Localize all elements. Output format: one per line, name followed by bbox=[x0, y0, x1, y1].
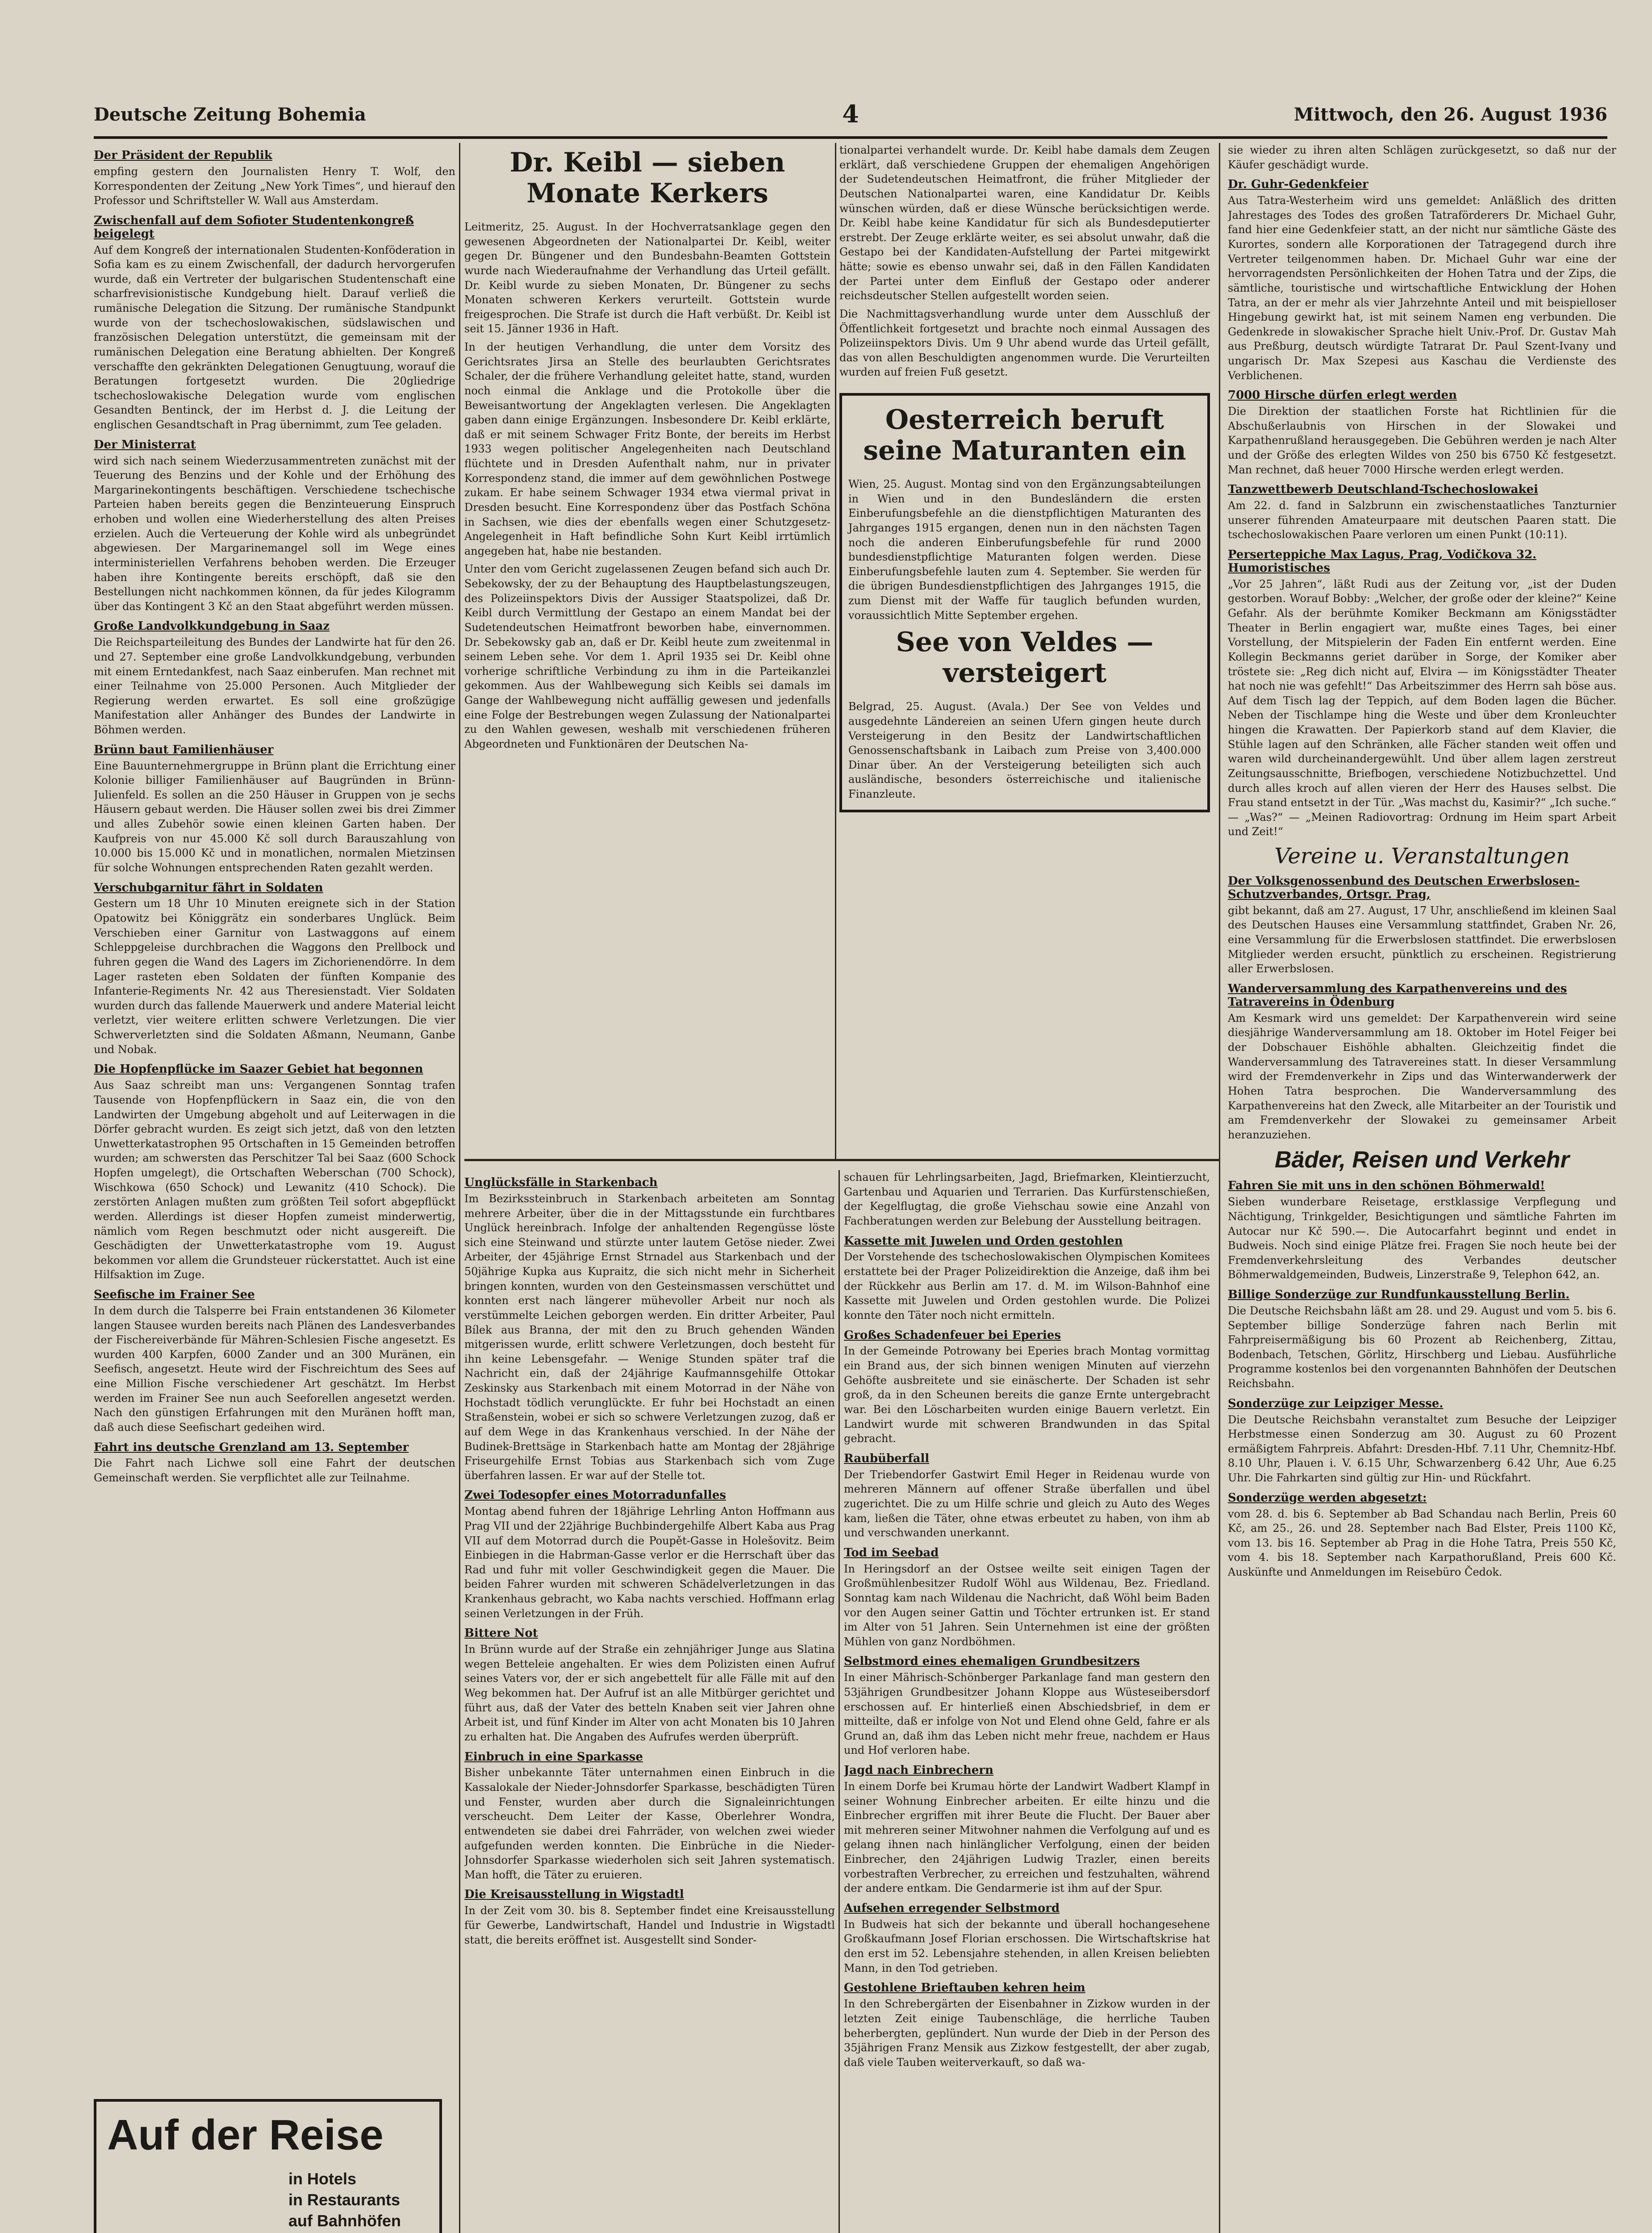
article-text: Die Deutsche Reichsbahn läßt am 28. und 29. August und vom 5. bis 6. September billige Sonderzüge fahren nach Berlin mit Fahrpreisermäßigung bis 60 Prozent ab Reichenberg, Zittau, Bodenbach, Tetschen, Görlitz, Hirschberg und Liebau. Ausführliche Programme kostenlos bei den vorgenannten Bahnhöfen der Deutschen Reichsbahn. bbox=[1228, 1304, 1616, 1390]
article-text: In dem durch die Talsperre bei Frain entstandenen 36 Kilometer langen Stausee wurden bereits nach Plänen des Landesverbandes der Fischereiverbände für Mähren-Schlesien Fische angesetzt. Es wurden 400 Karpfen, 6000 Zander und an 300 Muränen, ein Seefisch, angesetzt. Heute wird der Fischreichtum des Sees auf eine Million Fische verschiedener Art geschätzt. Im Herbst werden im Frainer See nun auch Seeforellen angesetzt werden. Nach den günstigen Erfahrungen mit den Muränen hofft man, daß auch diese Seefischart gedeihen wird. bbox=[94, 1304, 455, 1434]
article-heading: Aufsehen erregender Selbstmord bbox=[844, 1901, 1060, 1915]
article-heading: Billige Sonderzüge zur Rundfunkausstellung Berlin. bbox=[1228, 1288, 1570, 1302]
column-2-lower bbox=[464, 1170, 835, 2233]
article-text: Die Nachmittagsverhandlung wurde unter dem Ausschluß der Öffentlichkeit fortgesetzt und brachte noch einmal Aussagen des Polizeiinspektors Divis. Um 9 Uhr abend wurde das Urteil gefällt, das von allen Beschuldigten angenommen wurde. Die Verurteilten wurden auf freien Fuß gesetzt. bbox=[839, 307, 1210, 379]
article-heading: Perserteppiche Max Lagus, Prag, Vodičkova 32. Humoristisches bbox=[1228, 548, 1537, 575]
article-text: Die Deutsche Reichsbahn veranstaltet zum Besuche der Leipziger Herbstmesse einen Sonderzug am 30. August zu 60 Prozent ermäßigtem Fahrpreis. Abfahrt: Dresden-Hbf. 7.11 Uhr, Chemnitz-Hbf. 8.10 Uhr, Plauen i. V. 6.15 Uhr, Schwarzenberg 6.42 Uhr, Aue 6.25 Uhr. Die Fahrkarten sind gültig zur Hin- und Rückfahrt. bbox=[1228, 1413, 1616, 1484]
article-heading: Fahren Sie mit uns in den schönen Böhmerwald! bbox=[1228, 1179, 1545, 1193]
article-text: „Vor 25 Jahren“, läßt Rudi aus der Zeitung vor, „ist der Duden gestorben. Worauf Bobby: „Welcher, der große oder der kleine?“ Keine Gefahr. Als der berühmte Komiker Beckmann am Königsstädter Theater in Berlin engagiert war, mußte eines Tages, bei einer Vorstellung, der Mitspielerin der Faden Ein entfernt werden. Eine Kollegin Beckmanns geriet darüber in Sorge, der Komiker aber tröstete sie: „Reg dich nicht auf, Elvira — im Königsstädter Theater hat noch nie was gefehlt!“ Das Arbeitszimmer des Herrn sah böse aus. Auf dem Tisch lag der Teppich, auf dem Boden lagen die Bücher. Neben der Tischlampe hing die Weste und über dem Kronleuchter hingen die Krawatten. Der Papierkorb stand auf dem Klavier, die Stühle lagen auf den Schränken, alle Fächer standen weit offen und waren wild durcheinandergewühlt. Und über allem lagen zerstreut Zeitungsausschnitte, Briefbogen, verschiedene Notizbuchzettel. Und durch alles kroch auf allen vieren der Herr des Hauses selbst. Die Frau stand entsetzt in der Tür. „Was machst du, Kasimir?“ „Ich suche.“ — „Was?“ — „Meinen Radiovortrag: Ordnung im Heim spart Arbeit und Zeit!“ bbox=[1228, 577, 1616, 838]
article-text: In Heringsdorf an der Ostsee weilte seit einigen Tagen der Großmühlenbesitzer Rudolf Wöhl aus Wildenau, Bez. Friedland. Sonntag kam nach Wildenau die Nachricht, daß Wöhl beim Baden vor den Augen seiner Gattin und Töchter ertrunken ist. Er stand im Alter von 51 Jahren. Sein Unternehmen ist eine der größten Mühlen von ganz Nordböhmen. bbox=[844, 1562, 1210, 1648]
article-heading: Tod im Seebad bbox=[844, 1546, 939, 1560]
article-text: In der Zeit vom 30. bis 8. September findet eine Kreisausstellung für Gewerbe, Landwirtschaft, Handel und Industrie in Wigstadtl statt, die bereits eröffnet ist. Ausgestellt sind Sonder- bbox=[464, 1904, 835, 1946]
column-3 bbox=[839, 143, 1210, 1170]
article-text: Die Direktion der staatlichen Forste hat Richtlinien für die Abschußerlaubnis von Hirschen in der Slowakei und Karpathenrußland herausgegeben. Die Gebühren werden je nach Alter und der Größe des erlegten Wildes von 250 bis 6750 Kč festgesetzt. Man rechnet, daß heuer 7000 Hirsche werden erlegt werden. bbox=[1228, 405, 1616, 476]
article-heading: Dr. Guhr-Gedenkfeier bbox=[1228, 178, 1368, 192]
article-text: Auf dem Kongreß der internationalen Studenten-Konföderation in Sofia kam es zu einem Zwischenfall, der dadurch hervorgerufen wurde, daß ein Vertreter der bulgarischen Studentenschaft eine scharfrevisionistische Kundgebung hielt. Darauf verließ die rumänische Delegation die Sitzung. Der rumänische Standpunkt wurde von der tschechoslowakischen, südslawischen und französischen Delegation unterstützt, die gemeinsam mit der rumänischen Delegation eine Beratung abhielten. Der Kongreß verschaffte den gekränkten Delegationen Genugtuung, worauf die Beratungen fortgesetzt wurden. Die 20gliedrige tschechoslowakische Delegation wurde vom englischen Gesandten Bentinck, der im Herbst d. J. die Leitung der englischen Gesandtschaft in Prag übernimmt, zum Tee geladen. bbox=[94, 243, 455, 431]
column-rule bbox=[839, 1170, 840, 2233]
article-text: In der heutigen Verhandlung, die unter dem Vorsitz des Gerichtsrates Jirsa an Stelle des beurlaubten Gerichtsrates Schaler, der die frühere Verhandlung geleitet hatte, stand, wurden noch einmal die Anklage und die Protokolle über die Beweisantwortung der Angeklagten verlesen. Die Angeklagten gaben dann einige Ergänzungen. Insbesondere Dr. Keibl erklärte, daß er mit seinem Schwager Fritz Bonte, der bereits im Herbst 1933 wegen politischer Angelegenheiten nach Deutschland flüchtete und in Dresden Aufenthalt nahm, nur in privater Korrespondenz stand, die immer auf dem gewöhnlichen Postwege zukam. Er habe seinem Schwager 1934 etwa viermal privat in Dresden besucht. Eine Korrespondenz über das Postfach Schöna in Sachsen, wie dies der ebenfalls wegen einer Schutzgesetz-Angelegenheit in Haft befindliche Sohn Kurt Keibl irrtümlich angegeben hat, habe nie bestanden. bbox=[464, 341, 830, 557]
article-headline: See von Veldes — versteigert bbox=[896, 627, 1154, 689]
article-text: schauen für Lehrlingsarbeiten, Jagd, Briefmarken, Kleintierzucht, Gartenbau und Aquarien und Terrarien. Das Kurfürstenschießen, der Kegelflugtag, die große Viehschau sowie eine Anzahl von Fachberatungen werden zur Belebung der Ausstellung beitragen. bbox=[844, 1171, 1210, 1227]
article-text: Der Vorstehende des tschechoslowakischen Olympischen Komitees erstattete bei der Prager Polizeidirektion die Anzeige, daß ihm bei der Rückkehr aus Berlin am 17. d. M. im Wilson-Bahnhof eine Kassette mit Juwelen und Orden gestohlen wurde. Die Polizei konnte den Täter noch nicht ermitteln. bbox=[844, 1250, 1210, 1321]
article-heading: Sonderzüge zur Leipziger Messe. bbox=[1228, 1397, 1443, 1410]
article-heading: Großes Schadenfeuer bei Eperies bbox=[844, 1328, 1061, 1342]
ad-locations bbox=[288, 2169, 401, 2231]
masthead bbox=[94, 96, 1607, 139]
ad-location: auf Bahnhöfen bbox=[288, 2211, 401, 2230]
article-text: Im Bezirkssteinbruch in Starkenbach arbeiteten am Sonntag mehrere Arbeiter, über die in der Mittagsstunde ein furchtbares Unglück hereinbrach. Infolge der anhaltenden Regengüsse löste sich eine Steinwand und stürzte unter lautem Getöse nieder. Zwei Arbeiter, der 45jährige Ernst Strnadel aus Starkenbach und der 50jährige Kupka aus Kupraitz, die sich nicht mehr in Sicherheit bringen konnten, wurden von den Gesteinsmassen verschüttet und konnten erst nach längerer mühevoller Arbeit nur noch als verstümmelte Leichen geborgen werden. Ein dritter Arbeiter, Paul Bílek aus Branna, der mit den zu Bruch gehenden Wänden mitgerissen wurde, erlitt schwere Verletzungen, doch besteht für ihn keine Lebensgefahr. — Wenige Stunden später traf die Nachricht ein, daß der 24jährige Kaufmannsgehilfe Ottokar Zeskinsky aus Starkenbach mit einem Motorrad in der Nähe von Hochstadt tödlich verunglückte. Er fuhr bei Hochstadt an einen Straßenstein, wobei er sich so schwere Verletzungen zuzog, daß er auf dem Wege in das Krankenhaus verschied. In der Nähe der Budinek-Brettsäge in Starkenbach hatte am Montag der 28jährige Friseurgehilfe Ernst Tobias aus Starkenbach sich vom Zuge überfahren lassen. Er war auf der Stelle tot. bbox=[464, 1192, 835, 1482]
section-heading-vereine: Vereine u. Veranstaltungen bbox=[1274, 844, 1570, 869]
article-text: tionalpartei verhandelt wurde. Dr. Keibl habe damals dem Zeugen erklärt, daß verschiedene Gruppen der ehemaligen Angehörigen der Sudetendeutschen Heimatfront, die früher Mitglieder der Deutschen Nationalpartei waren, eine Kandidatur Dr. Keibls wünschen würden, daß er diese Wünsche berücksichtigen werde. Dr. Keibl habe keine Kandidatur für sich als Bundesdeputierter erstrebt. Der Zeuge erklärte weiter, es sei absolut unwahr, daß die Gestapo bei der Kandidaten-Aufstellung der Partei mitgewirkt hätte; sowie es ebenso unwahr sei, daß in den Fällen Kandidaten der Partei unter dem Einfluß der Gestapo oder anderer reichsdeutscher Stellen aufgestellt worden seien. bbox=[839, 144, 1210, 302]
article-text: Aus Saaz schreibt man uns: Vergangenen Sonntag trafen Tausende von Hopfenpflückern in Saaz ein, die von den Landwirten der Umgebung abgeholt und auf Leiterwagen in die Dörfer gebracht wurden. Es zeigt sich jetzt, daß von den letzten Unwetterkatastrophen 95 Ortschaften in 15 Gemeinden betroffen wurden; am schwersten das Perschitzer Tal bei Saaz (600 Schock Hopfen umgelegt), die Ortschaften Weberschan (700 Schock), Wischkowa (650 Schock) und Lewanitz (410 Schock). Die zerstörten Anlagen mußten zum größten Teil sofort abgepflückt werden. Allerdings ist dieser Hopfen zumeist minderwertig, nämlich vom Regen beschmutzt oder nicht ausgereift. Die Geschädigten der Unwetterkatastrophe vom 19. August bekommen vor allem die Grundsteuer rückerstattet. Auch ist eine Hilfsaktion im Zuge. bbox=[94, 1079, 455, 1281]
page-number: 4 bbox=[842, 100, 859, 128]
article-heading: Die Hopfenpflücke im Saazer Gebiet hat begonnen bbox=[94, 1062, 423, 1076]
article-heading: Gestohlene Brieftauben kehren heim bbox=[844, 1981, 1085, 1995]
article-text: Am Kesmark wird uns gemeldet: Der Karpathenverein wird seine diesjährige Wanderversammlung am 18. Oktober im Hotel Feiger bei der Dobschauer Eishöhle abhalten. Gleichzeitig findet die Wanderversammlung des Tatravereines statt. In dieser Versammlung wird der Fremdenverkehr in Zips und das Winterwanderwerk der Hohen Tatra besprochen. Die Wanderversammlung des Karpathenvereins hat den Zweck, alle Mitarbeiter an der Touristik und am Fremdenverkehr der Slowakei zu gemeinsamer Arbeit heranzuziehen. bbox=[1228, 1012, 1616, 1141]
article-text: In einem Dorfe bei Krumau hörte der Landwirt Wadbert Klampf in seiner Wohnung Einbrecher arbeiten. Er eilte hinzu und die Einbrecher ergriffen mit ihrer Beute die Flucht. Der Bauer aber mit mehreren seiner Mitwohner nahmen die Verfolgung auf und es gelang ihnen nach hinlänglicher Verfolgung, einen der beiden Einbrecher, den 24jährigen Ludwig Trazler, einen bereits vorbestraften Verbrecher, zu erreichen und festzuhalten, während der andere entkam. Die Gendarmerie ist ihm auf der Spur. bbox=[844, 1780, 1210, 1895]
column-rule bbox=[459, 143, 460, 2233]
article-text: Eine Bauunternehmergruppe in Brünn plant die Errichtung einer Kolonie billiger Familienhäuser auf Baugründen in Brünn-Julienfeld. Es sollen an die 250 Häuser in Gruppen von je sechs Häusern gebaut werden. Die Häuser sollen zwei bis drei Zimmer und alles Zubehör sowie einen kleinen Garten haben. Der Kaufpreis von nur 45.000 Kč soll durch Barauszahlung von 10.000 bis 15.000 Kč und in monatlichen, normalen Mietzinsen für solche Wohnungen entsprechenden Raten gezahlt werden. bbox=[94, 759, 455, 874]
article-headline: Oesterreich beruft seine Maturanten ein bbox=[863, 404, 1186, 466]
article-text: Bisher unbekannte Täter unternahmen einen Einbruch in die Kassalokale der Nieder-Johnsdorfer Sparkasse, beschädigten Türen und Fenster, wurden aber durch die Signaleinrichtungen verscheucht. Dem Leiter der Kasse, Oberlehrer Wondra, entwendeten sie dabei drei Fahrräder, von welchen zwei wieder aufgefunden werden konnten. Die Einbrüche in die Nieder-Johnsdorfer Sparkasse wiederholen sich seit Jahren systematisch. Man hofft, die Täter zu eruieren. bbox=[464, 1766, 835, 1881]
boxed-article bbox=[839, 393, 1210, 812]
article-heading: 7000 Hirsche dürfen erlegt werden bbox=[1228, 389, 1457, 402]
column-1 bbox=[94, 143, 455, 2233]
article-text: gibt bekannt, daß am 27. August, 17 Uhr, anschließend im kleinen Saal des Deutschen Hauses eine Versammlung stattfindet, Graben Nr. 26, eine Versammlung für die Erwerbslosen stattfindet. Die erwerbslosen Mitglieder werden ersucht, pünktlich zu erscheinen. Registrierung aller Erwerbslosen. bbox=[1228, 904, 1616, 975]
article-text: Gestern um 18 Uhr 10 Minuten ereignete sich in der Station Opatowitz bei Königgrätz ein sonderbares Unglück. Beim Verschieben einer Garnitur von Lastwaggons auf einem Schleppgeleise durchbrachen die Waggons den Prellbock und fuhren gegen die Wand des Lagers im Zichorienendörre. In dem Lager rasteten eben Soldaten der fünften Kompanie des Infanterie-Regiments Nr. 42 aus Theresienstadt. Vier Soldaten wurden durch das fallende Mauerwerk und andere Material leicht verletzt, vier weitere erlitten schwere Verletzungen. Die vier Schwerverletzten sind die Soldaten Aßmann, Neumann, Ganbe und Nobak. bbox=[94, 897, 455, 1056]
article-heading: Zwischenfall auf dem Sofioter Studentenkongreß beigelegt bbox=[94, 213, 414, 241]
masthead-title: Deutsche Zeitung Bohemia bbox=[94, 104, 366, 125]
article-text: In einer Mährisch-Schönberger Parkanlage fand man gestern den 53jährigen Grundbesitzer Johann Kloppe aus Wüsteseibersdorf erschossen auf. Er hinterließ einen Abschiedsbrief, in dem er mitteilte, daß er infolge von Not und Elend ohne Geld, fahre er als Grund an, daß ihm das Leben nicht mehr freue, nachdem er Haus und Hof verloren habe. bbox=[844, 1671, 1210, 1757]
article-heading: Selbstmord eines ehemaligen Grundbesitzers bbox=[844, 1655, 1140, 1668]
article-heading: Kassette mit Juwelen und Orden gestohlen bbox=[844, 1234, 1123, 1248]
article-heading: Zwei Todesopfer eines Motorradunfalles bbox=[464, 1489, 726, 1502]
column-rule bbox=[1219, 143, 1220, 2233]
article-heading: Brünn baut Familienhäuser bbox=[94, 743, 274, 757]
article-text: Sieben wunderbare Reisetage, erstklassige Verpflegung und Nächtigung, Trinkgelder, Besichtigungen und sämtliche Fahrten im Autocar nur Kč 590.—. Die Autocarfahrt beginnt und endet in Budweis. Noch sind einige Plätze frei. Fragen Sie noch heute bei der Fremdenverkehrsleitung des Verbandes deutscher Böhmerwaldgemeinden, Budweis, Linzerstraße 9, Telephon 642, an. bbox=[1228, 1196, 1616, 1281]
article-text: Die Fahrt nach Lichwe soll eine Fahrt der deutschen Gemeinschaft werden. Sie verpflichtet alle zur Teilnahme. bbox=[94, 1457, 455, 1484]
article-text: Aus Tatra-Westerheim wird uns gemeldet: Anläßlich des dritten Jahrestages des Todes des großen Tatraförderers Dr. Michael Guhr, fand hier eine Gedenkfeier statt, an der nicht nur sämtliche Gäste des Kurortes, sondern alle Korporationen der Tatragegend durch ihre Vertreter teilgenommen haben. Dr. Michael Guhr war eine der hervorragendsten Persönlichkeiten der Hohen Tatra und der Zips, die sämtliche, touristische und wirtschaftliche Entwicklung der Hohen Tatra, an der er mehr als vier Jahrzehnte Anteil und mit beispielloser Hingebung gewirkt hat, ist mit seinem Namen eng verbunden. Die Gedenkrede in slowakischer Sprache hielt Univ.-Prof. Dr. Gustav Mah aus Preßburg, deutsch würdigte Tatrarat Dr. Paul Szent-Ivany und ungarisch Dr. Max Szepesi aus Kaschau die Verdienste des Verblichenen. bbox=[1228, 194, 1616, 382]
article-heading: Seefische im Frainer See bbox=[94, 1288, 255, 1301]
masthead-date: Mittwoch, den 26. August 1936 bbox=[1293, 104, 1607, 125]
article-heading: Jagd nach Einbrechern bbox=[844, 1764, 993, 1777]
article-heading: Große Landvolkkundgebung in Saaz bbox=[94, 619, 330, 633]
article-heading: Fahrt ins deutsche Grenzland am 13. September bbox=[94, 1440, 409, 1454]
column-3-lower bbox=[844, 1170, 1210, 2233]
article-heading: Der Volksgenossenbund des Deutschen Erwerbslosen-Schutzverbandes, Ortsgr. Prag, bbox=[1228, 874, 1580, 901]
article-heading: Der Ministerrat bbox=[94, 438, 196, 452]
article-text: In Brünn wurde auf der Straße ein zehnjähriger Junge aus Slatina wegen Betteleie angehalten. Er wies dem Polizisten einen Aufruf seines Vaters vor, der er sich angebettelt für alle Fälle mit auf den Weg bekommen hat. Der Aufruf ist an alle Mitbürger gerichtet und führt aus, daß der Vater des betteln Knaben seit vier Jahren ohne Arbeit ist, und fünf Kinder im Alter von acht Monaten bis 10 Jahren zu erhalten hat. Die Angaben des Aufrufes werden überprüft. bbox=[464, 1643, 835, 1743]
article-heading: Unglücksfälle in Starkenbach bbox=[464, 1176, 658, 1189]
article-heading: Einbruch in eine Sparkasse bbox=[464, 1750, 643, 1764]
article-text: Montag abend fuhren der 18jährige Lehrling Anton Hoffmann aus Prag VII und der 22jährige Buchbindergehilfe Albert Kaba aus Prag VII auf dem Motorrad durch die Poupět-Gasse in Holešovitz. Beim Einbiegen in die Habrman-Gasse verlor er die Herrschaft über das Rad und fuhr mit voller Geschwindigkeit gegen die Mauer. Die beiden Fahrer wurden mit schweren Schädelverletzungen in das Krankenhaus gebracht, wo Kaba nachts verschied. Hoffmann erlag seinen Verletzungen in der Früh. bbox=[464, 1505, 835, 1620]
article-text: Belgrad, 25. August. (Avala.) Der See von Veldes und ausgedehnte Ländereien an seinen Ufern gingen heute durch Versteigerung in den Besitz der Landwirtschaftlichen Genossenschaftsbank in Laibach zum Preise von 3,400.000 Dinar über. An der Versteigerung beteiligten sich auch ausländische, besonders österreichische und italienische Finanzleute. bbox=[848, 700, 1201, 800]
article-heading: Die Kreisausstellung in Wigstadtl bbox=[464, 1888, 684, 1902]
article-text: sie wieder zu ihren alten Schlägen zurückgesetzt, so daß nur der Käufer geschädigt wurde. bbox=[1228, 144, 1616, 171]
article-text: Leitmeritz, 25. August. In der Hochverratsanklage gegen den gewesenen Abgeordneten der Nationalpartei Dr. Keibl, weiter gegen Dr. Büngener und den Bundesbahn-Beamten Gottstein wurde nach Wiederaufnahme der Verhandlung das Urteil gefällt. Dr. Keibl wurde zu sieben Monaten, Dr. Büngener zu sechs Monaten schweren Kerkers verurteilt. Gottstein wurde freigesprochen. Die Strafe ist durch die Haft verbüßt. Dr. Keibl ist seit 15. Jänner 1936 in Haft. bbox=[464, 221, 830, 335]
section-heading-baeder: Bäder, Reisen und Verkehr bbox=[1275, 1147, 1569, 1173]
article-text: Der Triebendorfer Gastwirt Emil Heger in Reidenau wurde von mehreren Männern auf offener Straße überfallen und übel zugerichtet. Die zu um Hilfe schrie und gleich zu Auto des Weges kam, ließen die Täter, ohne etwas erbeutet zu haben, von ihm ab und verschwanden unerkannt. bbox=[844, 1468, 1210, 1539]
article-text: In der Gemeinde Potrowany bei Eperies brach Montag vormittag ein Brand aus, der sich binnen wenigen Minuten auf vierzehn Gehöfte ausbreitete und sie einäscherte. Der Schaden ist sehr groß, da in den Scheunen bereits die ganze Ernte untergebracht war. Bei den Löscharbeiten wurden einige Bauern verletzt. Ein Landwirt wurde mit schweren Brandwunden in das Spital gebracht. bbox=[844, 1345, 1210, 1445]
article-heading: Wanderversammlung des Karpathenvereins und des Tatravereins in Ödenburg bbox=[1228, 982, 1567, 1009]
ad-location: in Hotels bbox=[288, 2170, 357, 2188]
ad-title: Auf der Reise bbox=[107, 2111, 384, 2159]
article-text: Unter den vom Gericht zugelassenen Zeugen befand sich auch Dr. Sebekowsky, der zu der Behauptung des Hauptbelastungszeugen, des Polizeiinspektors Divis der Aussiger Staatspolizei, daß Dr. Keibl durch Vermittlung der Gestapo an einem Mandat bei der Sudetendeutschen Heimatfront beworben habe, einvernommen. Dr. Sebekowsky gab an, daß er Dr. Keibl heute zum zweitenmal in seinem Leben sehe. Vor dem 1. April 1935 sei Dr. Keibl ohne vorherige schriftliche Verbindung zu ihm in die Parteikanzlei gekommen. Aus der Wahlbewegung sich Keibls sei damals im Gange der Wahlbewegung nicht auffällig gewesen und jedenfalls eine Folge der Bestrebungen wegen Zulassung der Nationalpartei zu den Wahlen gewesen, weshalb mit verschiedenen früheren Abgeordneten und Funktionären der Deutschen Na- bbox=[464, 563, 830, 750]
column-2 bbox=[464, 143, 830, 1161]
article-text: In den Schrebergärten der Eisenbahner in Zizkow wurden in der letzten Zeit einige Taubenschläge, die herrliche Tauben beherbergten, geplündert. Nun wurde der Dieb in der Person des 35jährigen Franz Mensik aus Zizkow festgestellt, der aber zugab, daß viele Tauben weiterverkauft, so daß wa- bbox=[844, 1998, 1210, 2069]
column-rule bbox=[835, 143, 836, 1161]
bohemia-advertisement bbox=[94, 2099, 442, 2233]
article-text: Wien, 25. August. Montag sind von den Ergänzungsabteilungen in Wien und in den Bundesländern die ersten Einberufungsbefehle an die dienstpflichtigen Maturanten des Jahrganges 1915 ergangen, denen nun in den nächsten Tagen noch die anderen Einberufungsbefehle für rund 2000 bundesdienstpflichtige Maturanten folgen werden. Diese Einberufungsbefehle lauten zum 4. September. Sie werden für die übrigen Bundesdienstpflichtigen des Jahrganges 1915, die zum Dienst mit der Waffe für tauglich befunden wurden, voraussichtlich Mitte September ergehen. bbox=[848, 478, 1201, 622]
article-text: vom 28. d. bis 6. September ab Bad Schandau nach Berlin, Preis 60 Kč, am 25., 26. und 28. September nach Bad Elster, Preis 1100 Kč, vom 13. bis 16. September ab Prag in die Hohe Tatra, Preis 550 Kč, vom 4. bis 18. September nach Karpathorußland, Preis 600 Kč. Auskünfte und Anmeldungen im Reisebüro Čedok. bbox=[1228, 1507, 1616, 1579]
article-text: Die Reichsparteileitung des Bundes der Landwirte hat für den 26. und 27. September eine große Landvolkkundgebung, verbunden mit einem Erntedankfest, nach Saaz einberufen. Man rechnet mit einer Teilnahme von 25.000 Personen. Auch Mitglieder der Regierung werden erwartet. Es soll eine großzügige Manifestation aller Anhänger des Bundes der Landwirte in Böhmen werden. bbox=[94, 636, 455, 736]
article-text: Am 22. d. fand in Salzbrunn ein zwischenstaatliches Tanzturnier unserer führenden Amateurpaare mit deutschen Paaren statt. Die tschechoslowakischen Paare verloren um einen Punkt (10:11). bbox=[1228, 499, 1616, 541]
article-text: wird sich nach seinem Wiederzusammentreten zunächst mit der Teuerung des Benzins und der Kohle und der Erhöhung des Margarinekontingents beschäftigen. Verschiedene tschechische Parteien haben bereits gegen die Benzinteuerung Einspruch erhoben und wollen eine Wiederherstellung des alten Preises erzielen. Auch die Verteuerung der Kohle wird als unbegründet abgewiesen. Der Margarinemangel soll im Wege eines interministeriellen Verfahrens behoben werden. Die Erzeuger haben ihre Kontingente bereits erschöpft, daß sie den Bestellungen nicht nachkommen können, da für jedes Kilogramm über das Kontingent 3 Kč an den Staat abgeführt werden müssen. bbox=[94, 454, 455, 613]
column-4 bbox=[1228, 143, 1616, 2233]
ad-location: in Restaurants bbox=[288, 2190, 400, 2209]
article-heading: Tanzwettbewerb Deutschland-Tschechoslowakei bbox=[1228, 483, 1539, 497]
article-text: In Budweis hat sich der bekannte und überall hochangesehene Großkaufmann Josef Florian erschossen. Die Wirtschaftskrise hat den erst im 52. Lebensjahre stehenden, in allen Kreisen beliebten Mann, in den Tod getrieben. bbox=[844, 1918, 1210, 1974]
article-heading: Bittere Not bbox=[464, 1627, 538, 1640]
article-heading: Raubüberfall bbox=[844, 1451, 930, 1465]
main-headline: Dr. Keibl — sieben Monate Kerkers bbox=[509, 147, 785, 209]
article-heading: Verschubgarnitur fährt in Soldaten bbox=[94, 881, 323, 895]
article-text: empfing gestern den Journalisten Henry T. Wolf, den Korrespondenten der Zeitung „New York Times“, und hierauf den Professor und Schriftsteller W. Wall aus Amsterdam. bbox=[94, 165, 455, 207]
article-heading: Der Präsident der Republik bbox=[94, 149, 272, 162]
article-heading: Sonderzüge werden abgesetzt: bbox=[1228, 1491, 1427, 1505]
